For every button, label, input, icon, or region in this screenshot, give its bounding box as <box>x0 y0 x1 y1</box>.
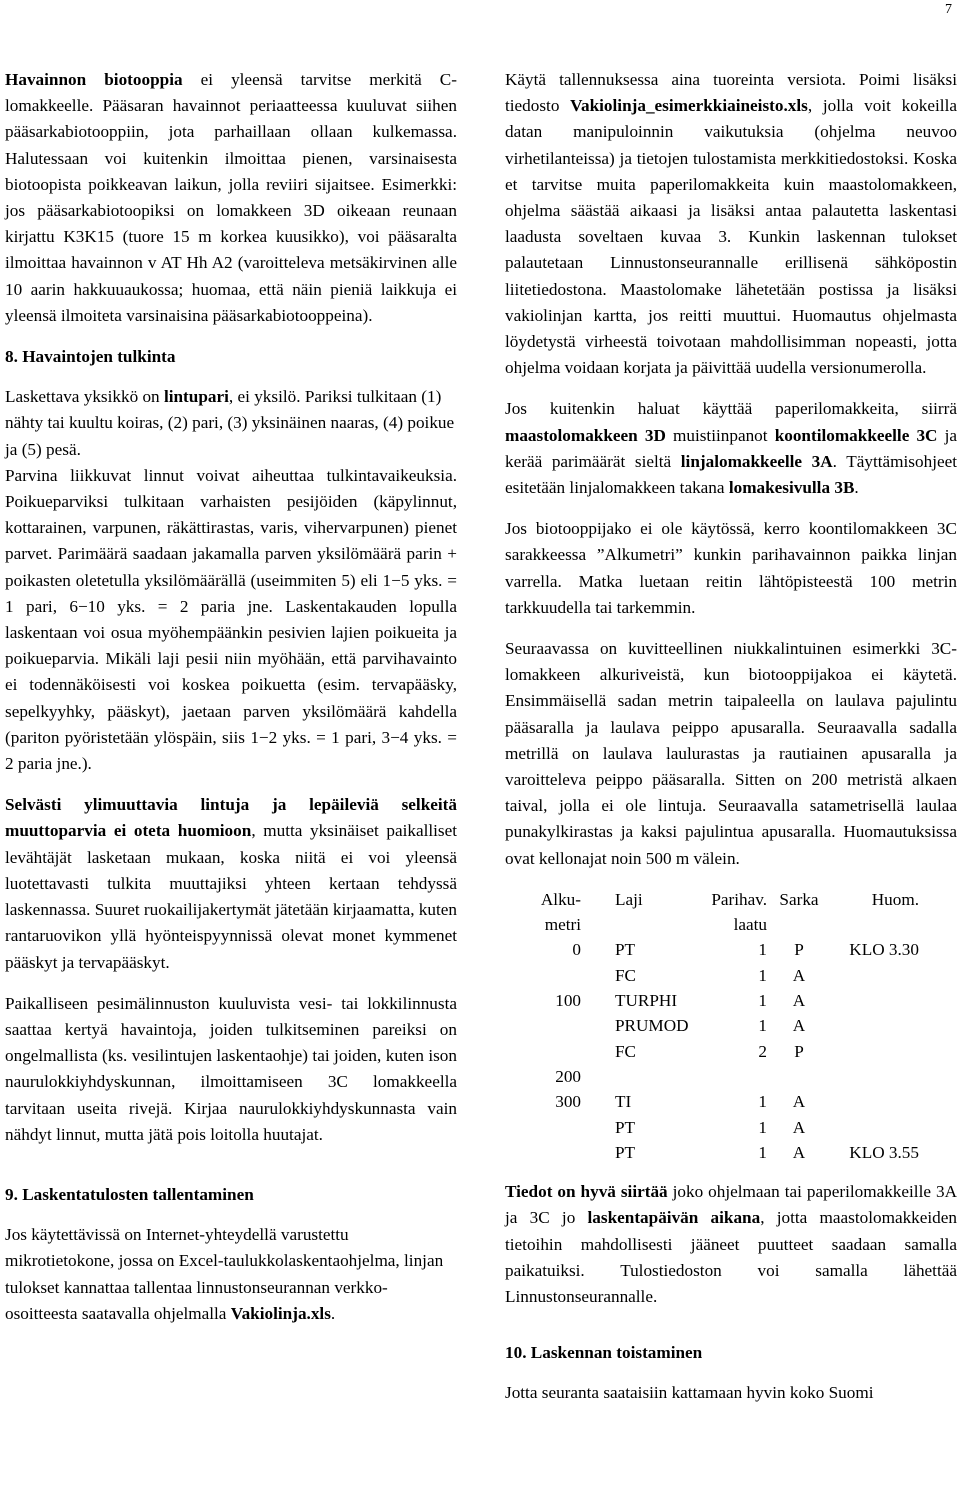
version-text-a: Käytä tallennuksessa aina tuoreinta versiota. Poimi lisäksi tiedosto <box>505 70 957 116</box>
table-header-cell: Parihav. <box>711 889 767 909</box>
saving-text-c: . <box>330 1303 336 1323</box>
table-row <box>519 1140 919 1165</box>
paper-text-a: Jos kuitenkin haluat käyttää paperilomakkeita, siirrä <box>505 399 957 419</box>
table-cell <box>819 988 919 1013</box>
table-header-cell: Huom. <box>871 889 919 909</box>
table-row <box>519 988 919 1013</box>
table-cell: FC <box>615 965 637 985</box>
table-cell: A <box>792 1016 806 1036</box>
table-cell: A <box>792 1092 806 1112</box>
table-cell <box>819 963 919 988</box>
counting-unit-text-c: , ei yksilö. Pariksi tulkitaan (1) nähty tai kuultu koiras, (2) pari, (3) yksinäinen naaras, (4) poikue ja (5) pesä. <box>5 387 455 459</box>
table-cell <box>519 1013 615 1038</box>
table-cell <box>519 1039 615 1064</box>
table-cell <box>779 1064 819 1089</box>
table-cell: 100 <box>555 991 581 1011</box>
table-cell: PT <box>615 1117 636 1137</box>
table-cell: P <box>794 1041 804 1061</box>
section-heading-8: 8. Havaintojen tulkinta <box>5 347 176 367</box>
table-cell <box>615 1064 697 1089</box>
table-cell <box>819 1039 919 1064</box>
migrants-body: , mutta yksinäiset paikalliset levähtäjät lasketaan mukaan, koska niitä ei voi yleensä luotettavasti tulkita muuttajiksi yhteen kertaan tehdyssä laskennassa. Suuret ruokailijakertymät jätetään kirjaamatta, kuten rantaruovikon yllä hyönteispyynnissä olevat monet kymmenet pääskyt ja tervapääskyt. <box>5 821 457 972</box>
example-file-name: Vakiolinja_esimerkkiaineisto.xls <box>570 96 808 116</box>
table-header-cell <box>819 912 919 937</box>
table-cell: 1 <box>758 991 767 1011</box>
example-table <box>519 887 919 1165</box>
table-cell <box>519 1140 615 1165</box>
table-cell: A <box>792 1117 806 1137</box>
table-cell: PRUMOD <box>615 1016 689 1036</box>
section-heading-9: 9. Laskentatulosten tallentaminen <box>5 1184 254 1204</box>
transfer-text-b: joko ohjelmaan tai paperilomakkeille 3A ja 3C jo <box>505 1182 957 1228</box>
table-row <box>519 1013 919 1038</box>
table-header-cell: laatu <box>733 915 767 935</box>
table-row <box>519 1039 919 1064</box>
paragraph-migrants <box>5 792 457 975</box>
table-cell: KLO 3.30 <box>849 940 919 960</box>
table-header-row <box>519 912 919 937</box>
saving-text-a: Jos käytettävissä on Internet-yhteydellä varustettu mikrotietokone, jossa on Excel-taulukkolaskentaohjelma, linjan tulokset kannattaa tallentaa linnustonseurannan verkko-osoitteesta saatavalla ohjelmalla <box>5 1225 444 1323</box>
table-cell: A <box>792 991 806 1011</box>
table-cell: P <box>794 940 804 960</box>
paragraph-saving <box>5 1222 457 1327</box>
version-text-c: , jolla voit kokeilla datan manipuloinnin vaikutuksia (ohjelma neuvoo virhetilanteissa) ja tietojen tulostamista merkkitiedostoksi. Koska et tarvitse muita paperilomakkeita kuin maastolomakkeen, ohjelma säästää aikaasi ja lisäksi antaa palautetta laskentasi laadusta soveltaen kuvaa 3. Kunkin laskennan tulokset palautetaan Linnustonseurannalle erillisenä sähköpostin liitetiedostona. Maastolomake lähetetään postissa ja lisäksi vakiolinjan kartta, jos reitti muuttui. Huomautus ohjelmasta löydetystä virheestä toivotaan mahdollisimman nopeasti, jotta ohjelma voidaan korjata ja päivittää uudella versionumerolla. <box>505 96 957 378</box>
table-header-cell <box>779 912 819 937</box>
table-cell <box>519 963 615 988</box>
counting-unit-text-a: Laskettava yksikkö on <box>5 387 164 407</box>
paragraph-example: Seuraavassa on kuvitteellinen niukkalintuinen esimerkki 3C-lomakkeen alkuriveistä, kun biotooppijakoa ei käytetä. Ensimmäisellä sadan metrin taipaleella on laulava pajulintu pääsaralla ja laulava peippo apusaralla. Seuraavalla sadalla metrillä on laulava laulurastas ja rautiainen apusaralla ja varoitteleva peippo pääsaralla. Sitten on 200 metristä alkaen taival, jolla ei ole lintuja. Seuraavalla satametrisellä laulaa punakylkirastas ja kaksi pajulintua apusaralla. Huomautuksissa ovat kellonajat noin 500 m välein. <box>505 639 957 868</box>
paragraph-counting-unit <box>5 384 457 463</box>
table-cell: FC <box>615 1041 637 1061</box>
table-cell: 200 <box>555 1066 581 1086</box>
table-cell <box>819 1115 919 1140</box>
table-cell: 300 <box>555 1092 581 1112</box>
table-cell <box>819 1064 919 1089</box>
table-header-cell: Laji <box>615 889 643 909</box>
table-cell: 0 <box>572 940 581 960</box>
paragraph-flocks: Parvina liikkuvat linnut voivat aiheuttaa tulkintavaikeuksia. Poikueparviksi tulkitaan varhaisten pesijöiden (käpylinnut, kottarainen, varpunen, räkättirastas, varis, vihervarpunen) pienet parvet. Parimäärä saadaan jakamalla parven yksilömäärä parin + poikasten oletetulla yksilömäärällä (useimmiten 5) eli 1−5 yks. = 1 pari, 6−10 yks. = 2 paria jne. Laskentakauden lopulla laskentaan voi osua myöhempäänkin pesivien lajien poikueita ja poikueparvia. Mikäli laji pesii niin myöhään, että parvihavainto ei todennäköisesti voi koskea poikuetta (esim. tervapääsky, sepelkyyhky, pääskyt), jaetaan parven yksilömäärä kahdella (pariton pyöristetään ylöspäin, siis 1−2 yks. = 1 pari, 3−4 yks. = 2 paria jne.). <box>5 465 457 774</box>
example-table-body <box>519 937 919 1165</box>
page-number: 7 <box>945 2 952 17</box>
migrants-lead: Selvästi ylimuuttavia lintuja ja lepäileviä selkeitä muuttoparvia ei oteta huomioon <box>5 795 457 841</box>
table-cell: 1 <box>758 1016 767 1036</box>
table-cell: A <box>792 1142 806 1162</box>
section-heading-10: 10. Laskennan toistaminen <box>505 1343 703 1363</box>
paper-emph-3b: lomakesivulla 3B <box>728 478 855 498</box>
table-cell <box>819 1013 919 1038</box>
transfer-emph-a: Tiedot on hyvä siirtää <box>505 1182 668 1202</box>
biotope-body: ei yleensä tarvitse merkitä C-lomakkeelle. Pääsaran havainnot periaatteessa kuuluvat siihen pääsarkabiotooppiin, jota parhaillaan ollaan kulkemassa. Halutessaan voi kuitenkin ilmoittaa pienen, varsinaisesta biotoopista poikkeavan laikun, jolla reviiri sijaitsee. Esimerkki: jos pääsarkabiotoopiksi on lomakkeen 3D oikeaan reunaan kirjattu K3K15 (tuore 15 m korkea kuusikko), voi pääsaralta ilmoittaa havainnon v AT Hh A2 (varoitteleva metsäkirvinen alle 10 aarin hakkuuaukossa; huomaa, että näin pieniä laikkuja ei yleensä ilmoiteta varsinaisina pääsarkabiotooppeina). <box>5 70 457 325</box>
table-cell: 1 <box>758 1117 767 1137</box>
paragraph-version <box>505 67 957 381</box>
transfer-emph-c: laskentapäivän aikana <box>587 1208 761 1228</box>
paper-emph-3c: koontilomakkeelle 3C <box>774 425 938 445</box>
paragraph-colonies: Paikalliseen pesimälinnuston kuuluvista vesi- tai lokkilinnusta saattaa kertyä havaintoja, joiden tulkitseminen pareiksi on ongelmallista (ks. vesilintujen laskentaohje) tai joiden, kuten ison naurulokkiyhdyskunnan, ilmoittamiseen 3C lomakkeella tarvitaan useita rivejä. Kirjaa naurulokkiyhdyskunnasta vain nähdyt linnut, mutta jätä pois loitolla huutajat. <box>5 993 457 1144</box>
table-cell: PT <box>615 940 636 960</box>
table-cell: 2 <box>758 1041 767 1061</box>
table-cell: A <box>792 965 806 985</box>
paper-emph-3d: maastolomakkeen 3D <box>505 425 666 445</box>
biotope-lead: Havainnon biotooppia <box>5 70 183 89</box>
table-header-cell: Sarka <box>779 889 819 909</box>
table-cell: PT <box>615 1142 636 1162</box>
table-cell: TI <box>615 1092 632 1112</box>
paragraph-paper-forms <box>505 396 957 501</box>
paper-text-g: . Täyttämisohjeet esitetään linjalomakkeen takana <box>505 451 957 498</box>
table-row <box>519 937 919 962</box>
left-column <box>5 67 457 1342</box>
paragraph-no-biotope: Jos biotooppijako ei ole käytössä, kerro koontilomakkeen 3C sarakkeessa ”Alkumetri” kunkin parihavainnon paikka linjan varrella. Matka luetaan reitin lähtöpisteestä 100 metrin tarkkuudella tai tarkemmin. <box>505 519 957 617</box>
table-row <box>519 1115 919 1140</box>
paragraph-repeat: Jotta seuranta saataisiin kattamaan hyvin koko Suomi <box>505 1383 874 1403</box>
counting-unit-emph: lintupari <box>163 387 229 407</box>
table-cell: 1 <box>758 965 767 985</box>
paper-text-e: ja kerää parimäärät sieltä <box>505 425 958 471</box>
table-header-cell: Alku- <box>540 889 581 909</box>
table-header-row <box>519 887 919 912</box>
transfer-text-d: , jotta maastolomakkeiden tietoihin mahdollisesti jääneet puutteet saadaan samalla paikatuiksi. Tulostiedoston voi samalla lähettää Linnustonseurannalle. <box>505 1208 957 1306</box>
table-cell <box>697 1064 779 1089</box>
table-cell: KLO 3.55 <box>849 1142 919 1162</box>
paper-text-i: . <box>854 478 859 498</box>
right-column <box>505 67 957 1422</box>
table-header-cell: metri <box>544 915 581 935</box>
table-row <box>519 1089 919 1114</box>
table-cell <box>819 1089 919 1114</box>
paper-emph-3a: linjalomakkeelle 3A <box>680 451 833 471</box>
paper-text-c: muistiinpanot <box>665 425 775 445</box>
table-cell: 1 <box>758 940 767 960</box>
table-cell: 1 <box>758 1092 767 1112</box>
table-row <box>519 1064 919 1089</box>
table-header-cell <box>615 912 697 937</box>
paragraph-biotope <box>5 67 457 329</box>
table-cell <box>519 1115 615 1140</box>
table-cell: TURPHI <box>615 991 678 1011</box>
paragraph-transfer <box>505 1179 957 1310</box>
saving-filename: Vakiolinja.xls <box>230 1303 331 1323</box>
example-table-head <box>519 887 919 938</box>
table-row <box>519 963 919 988</box>
table-cell: 1 <box>758 1142 767 1162</box>
